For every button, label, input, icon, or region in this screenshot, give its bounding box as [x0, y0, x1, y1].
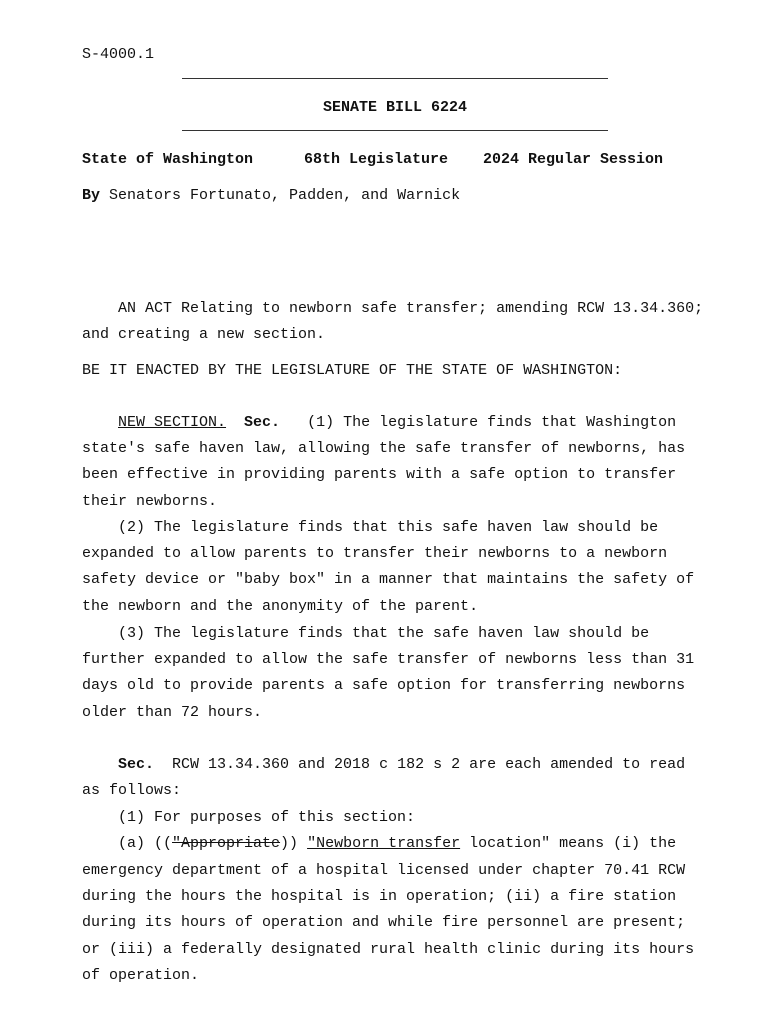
section-2-line: emergency department of a hospital licensed under chapter 70.41 RCW [82, 862, 686, 879]
section-1-heading-line [118, 414, 676, 431]
session-name: 2024 Regular Session [483, 151, 664, 168]
sponsor-prefix: By [82, 187, 101, 204]
subsection-a-rest: location" means (i) the [460, 835, 677, 852]
section-1-line: (1) The legislature finds that Washington [307, 414, 677, 431]
section-2-line: as follows: [82, 782, 182, 799]
subsection-a-prefix: (a) (( [82, 835, 173, 852]
section-1-sec-label: Sec. [244, 414, 281, 431]
legislature-number: 68th Legislature [304, 151, 449, 168]
act-title-line-1: AN ACT Relating to newborn safe transfer; amending RCW 13.34.360; [82, 300, 704, 317]
section-2-line: or (iii) a federally designated rural health clinic during its hours [82, 941, 695, 958]
section-1-line: the newborn and the anonymity of the parent. [82, 598, 479, 615]
bill-title: SENATE BILL 6224 [322, 99, 468, 116]
section-1-line: been effective in providing parents with a safe option to transfer [82, 466, 677, 483]
document-code: S-4000.1 [82, 46, 155, 63]
section-2-line: RCW 13.34.360 and 2018 c 182 s 2 are each amended to read [172, 756, 686, 773]
act-title-line-2: and creating a new section. [82, 326, 326, 343]
section-2-line: during the hours the hospital is in operation; (ii) a fire station [82, 888, 677, 905]
section-2-line: (1) For purposes of this section: [82, 809, 416, 826]
enacting-clause: BE IT ENACTED BY THE LEGISLATURE OF THE STATE OF WASHINGTON: [82, 362, 623, 379]
title-rule-bottom [182, 130, 608, 131]
section-1-line: further expanded to allow the safe transfer of newborns less than 31 [82, 651, 695, 668]
new-section-label: NEW SECTION. [118, 414, 227, 431]
section-1-line: (3) The legislature finds that the safe haven law should be [82, 625, 650, 642]
section-2-subsection-a-line [82, 835, 676, 852]
section-1-line: days old to provide parents a safe option for transferring newborns [82, 677, 686, 694]
section-1-line: safety device or "baby box" in a manner that maintains the safety of [82, 571, 695, 588]
inserted-text: "Newborn transfer [307, 835, 461, 852]
section-2-sec-label: Sec. [118, 756, 155, 773]
close-parens: )) [280, 835, 308, 852]
sponsor-names: Senators Fortunato, Padden, and Warnick [109, 187, 461, 204]
section-1-line: (2) The legislature finds that this safe haven law should be [82, 519, 659, 536]
section-2-heading-line [118, 756, 685, 773]
section-1-line: expanded to allow parents to transfer their newborns to a newborn [82, 545, 668, 562]
section-2-line: of operation. [82, 967, 200, 984]
section-1-line: their newborns. [82, 493, 218, 510]
title-rule-top [182, 78, 608, 79]
section-1-line: older than 72 hours. [82, 704, 263, 721]
state-name: State of Washington [82, 151, 254, 168]
section-2-line: during its hours of operation and while fire personnel are present; [82, 914, 686, 931]
struck-text: "Appropriate [172, 835, 281, 852]
sponsor-line [82, 187, 460, 204]
section-1-line: state's safe haven law, allowing the safe transfer of newborns, has [82, 440, 686, 457]
